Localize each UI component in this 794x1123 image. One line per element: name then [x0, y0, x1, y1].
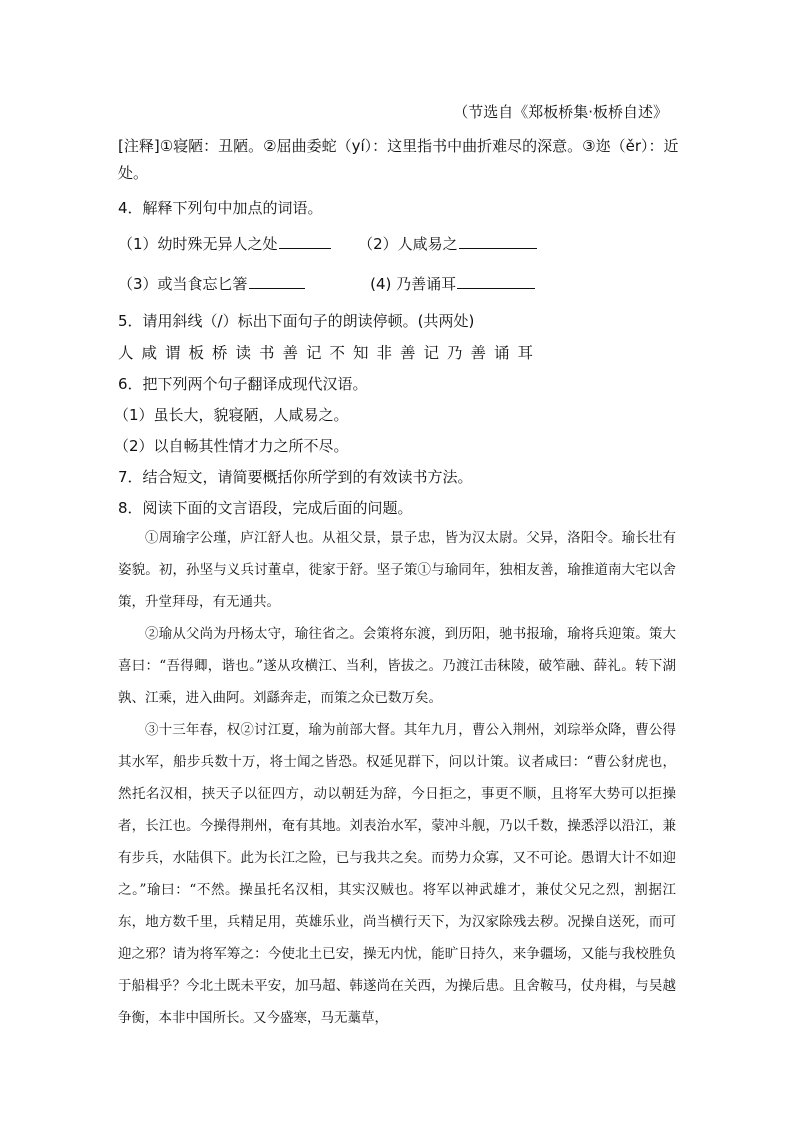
- q4-item-2: （2）人咸易之: [358, 235, 458, 253]
- notes-line-1: [注释]①寝陋：丑陋。②屈曲委蛇（yí）：这里指书中曲折难尽的深意。③迩（ěr）：近: [118, 137, 679, 155]
- q7-title: 7．结合短文，请简要概括你所学到的有效读书方法。: [118, 468, 473, 486]
- q4-row-2: [118, 274, 535, 294]
- q8-title: 8．阅读下面的文言语段，完成后面的问题。: [118, 499, 413, 517]
- passage-paragraph-3: ③十三年春，权②讨江夏，瑜为前部大督。其年九月，曹公入荆州，刘琮举众降，曹公得其水军，船步兵数十万，将士闻之皆恐。权延见群下，问以计策。议者咸曰：“曹公豺虎也，然托名汉相，挟天子以征四方，动以朝廷为辞，今日拒之，事更不顺，且将军大势可以拒操者，长江也。今操得荆州，奄有其地。刘表治水军，蒙冲斗舰，乃以千数，操悉浮以沿江，兼有步兵，水陆俱下。此为长江之险，已与我共之矣。而势力众寡，又不可论。愚谓大计不如迎之。”瑜曰：“不然。操虽托名汉相，其实汉贼也。将军以神武雄才，兼仗父兄之烈，割据江东，地方数千里，兵精足用，英雄乐业，尚当横行天下，为汉家除残去秽。况操自送死，而可迎之邪？请为将军筹之：今使北土已安，操无内忧，能旷日持久，来争疆场，又能与我校胜负于船楫乎？今北土既未平安，加马超、韩遂尚在关西，为操后患。且舍鞍马，仗舟楫，与吴越争衡，本非中国所长。又今盛寒，马无藁草，: [118, 722, 676, 1026]
- passage-paragraph-2: ②瑜从父尚为丹杨太守，瑜往省之。会策将东渡，到历阳，驰书报瑜，瑜将兵迎策。策大喜曰：“吾得卿，谐也。”遂从攻横江、当利，皆拔之。乃渡江击秣陵，破笮融、薛礼。转下湖孰、江乘，进入曲阿。刘繇奔走，而策之众已数万矣。: [118, 626, 676, 706]
- q6-title: 6．把下列两个句子翻译成现代汉语。: [118, 375, 368, 393]
- passage-paragraph-1: ①周瑜字公瑾，庐江舒人也。从祖父景，景子忠，皆为汉太尉。父异，洛阳令。瑜长壮有姿貌。初，孙坚与义兵讨董卓，徙家于舒。坚子策①与瑜同年，独相友善，瑜推道南大宅以舍策，升堂拜母，有无通共。: [118, 530, 676, 610]
- source-citation: （节选自《郑板桥集·板桥自述》: [453, 103, 668, 121]
- q4-blank-2[interactable]: [459, 234, 537, 249]
- q5-sentence: 人咸谓板桥读书善记不知非善记乃善诵耳: [118, 344, 542, 362]
- q4-row-1: [118, 234, 537, 254]
- q4-blank-3[interactable]: [249, 274, 305, 289]
- q4-item-4: (4) 乃善诵耳: [370, 275, 457, 293]
- q4-blank-4[interactable]: [457, 274, 535, 289]
- q4-item-1: （1）幼时殊无异人之处: [118, 235, 278, 253]
- q4-title: 4．解释下列句中加点的词语。: [118, 199, 323, 217]
- q5-title: 5．请用斜线（/）标出下面句子的朗读停顿。(共两处): [118, 312, 475, 330]
- q8-passage: [118, 522, 676, 1034]
- q6-sentence-1: （1）虽长大，貌寝陋，人咸易之。: [114, 406, 349, 424]
- q4-item-3: （3）或当食忘匕箸: [118, 275, 248, 293]
- notes-line-2: 处。: [118, 164, 149, 182]
- q4-blank-1[interactable]: [279, 234, 331, 249]
- q6-sentence-2: （2）以自畅其性情才力之所不尽。: [114, 437, 349, 455]
